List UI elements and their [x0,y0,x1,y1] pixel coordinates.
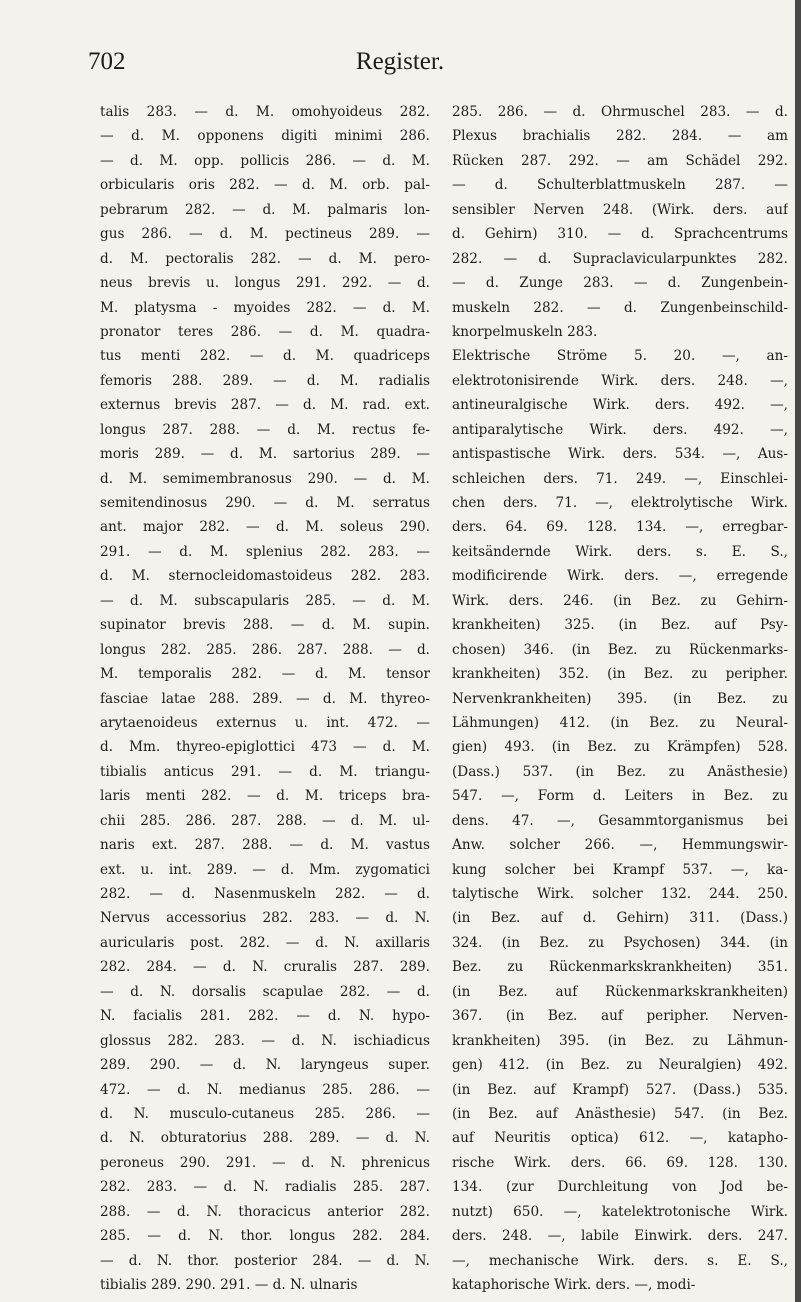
left-column-line: 282. — d. Nasenmuskeln 282. — d. [100,886,430,902]
left-column-line: longus 287. 288. — d. M. rectus fe- [100,421,430,438]
left-column-line: d. M. semimembranosus 290. — d. M. [100,470,430,487]
left-column-line: d. M. pectoralis 282. — d. M. pero- [100,250,430,267]
left-column-line: femoris 288. 289. — d. M. radialis [100,372,430,389]
left-column-line: externus brevis 287. — d. M. rad. ext. [100,397,430,414]
right-column-line: (in Bez. auf Anästhesie) 547. (in Bez. [452,1105,788,1122]
left-column-line: peroneus 290. 291. — d. N. phrenicus [100,1154,430,1171]
right-column-line: ders. 64. 69. 128. 134. —, erregbar- [452,519,788,536]
right-column-line: Elektrische Ströme 5. 20. —, an- [452,348,788,365]
right-column-line: Lähmungen) 412. (in Bez. zu Neural- [452,714,788,731]
left-column-line: tus menti 282. — d. M. quadriceps [100,348,430,365]
right-column-line: dens. 47. —, Gesammtorganismus bei [452,812,788,829]
left-column-line: Nervus accessorius 282. 283. — d. N. [100,910,430,927]
left-column-line: laris menti 282. — d. M. triceps bra- [100,788,430,805]
left-column-line: pebrarum 282. — d. M. palmaris lon- [100,201,430,218]
left-column-line: tibialis 289. 290. 291. — d. N. ulnaris [100,1277,358,1293]
right-column-line: (Dass.) 537. (in Bez. zu Anästhesie) [452,763,788,780]
page-edge-shadow [795,0,801,1302]
right-column-line: elektrotonisirende Wirk. ders. 248. —, [452,372,788,389]
left-column [100,100,430,1297]
right-column-line: chosen) 346. (in Bez. zu Rückenmarks- [452,641,788,658]
right-column-line: 324. (in Bez. zu Psychosen) 344. (in [452,934,788,951]
running-head: Register. [355,48,445,75]
right-column-line: chen ders. 71. —, elektrolytische Wirk. [452,495,788,511]
left-column-line: talis 283. — d. M. omohyoideus 282. [100,104,430,120]
right-column-line: modificirende Wirk. ders. —, erregende [452,568,788,585]
right-column-line: muskeln 282. — d. Zungenbeinschild- [452,299,788,316]
left-column-line: naris ext. 287. 288. — d. M. vastus [100,837,430,854]
left-column-line: d. M. sternocleidomastoideus 282. 283. [100,568,430,585]
right-column-line: 547. —, Form d. Leiters in Bez. zu [452,788,788,805]
right-column-line: krankheiten) 325. (in Bez. auf Psy- [452,617,788,634]
page-header [0,48,801,78]
left-column-line: — d. M. opp. pollicis 286. — d. M. [100,152,430,169]
left-column-line: d. Mm. thyreo-epiglottici 473 — d. M. [100,739,430,756]
left-column-line: 282. 283. — d. N. radialis 285. 287. [100,1179,430,1196]
right-column-line: kung solcher bei Krampf 537. —, ka- [452,861,788,878]
right-column-line: nutzt) 650. —, katelektrotonische Wirk. [452,1203,788,1220]
right-column-line: Rücken 287. 292. — am Schädel 292. [452,152,788,169]
right-column-line: Nervenkrankheiten) 395. (in Bez. zu [452,690,788,707]
left-column-line: ant. major 282. — d. M. soleus 290. [100,519,430,536]
left-column-line: 291. — d. M. splenius 282. 283. — [100,543,430,560]
left-column-line: auricularis post. 282. — d. N. axillaris [100,934,430,951]
left-column-line: neus brevis u. longus 291. 292. — d. [100,275,430,292]
left-column-line: longus 282. 285. 286. 287. 288. — d. [100,641,430,658]
right-column-line: schleichen ders. 71. 249. —, Einschlei- [452,470,788,487]
left-column-line: moris 289. — d. M. sartorius 289. — [100,446,430,463]
right-column-line: ders. 248. —, labile Einwirk. ders. 247. [452,1228,788,1245]
right-column-line: rische Wirk. ders. 66. 69. 128. 130. [452,1154,788,1171]
right-column-line: sensibler Nerven 248. (Wirk. ders. auf [452,201,788,218]
left-column-line: gus 286. — d. M. pectineus 289. — [100,226,430,243]
left-column-line: N. facialis 281. 282. — d. N. hypo- [100,1008,430,1025]
left-column-line: fasciae latae 288. 289. — d. M. thyreo- [100,690,430,707]
right-column-line: 282. — d. Supraclavicularpunktes 282. [452,250,788,267]
right-column-line: 285. 286. — d. Ohrmuschel 283. — d. [452,104,788,120]
right-column-line: krankheiten) 352. (in Bez. zu peripher. [452,666,788,683]
right-column-line: —, mechanische Wirk. ders. s. E. S., [452,1252,788,1269]
right-column-line: talytische Wirk. solcher 132. 244. 250. [452,886,788,902]
left-column-line: 289. 290. — d. N. laryngeus super. [100,1057,430,1074]
left-column-line: 288. — d. N. thoracicus anterior 282. [100,1203,430,1220]
right-column-line: — d. Zunge 283. — d. Zungenbein- [452,275,788,292]
left-column-line: supinator brevis 288. — d. M. supin. [100,617,430,634]
right-column-line: auf Neuritis optica) 612. —, katapho- [452,1130,788,1147]
right-column-line: d. Gehirn) 310. — d. Sprachcentrums [452,226,788,243]
left-column-line: M. temporalis 282. — d. M. tensor [100,666,430,683]
right-column-line: keitsändernde Wirk. ders. s. E. S., [452,543,788,560]
left-column-line: semitendinosus 290. — d. M. serratus [100,495,430,511]
left-column-line: — d. N. thor. posterior 284. — d. N. [100,1252,430,1269]
right-column-line: antispastische Wirk. ders. 534. —, Aus- [452,446,788,463]
left-column-line: orbicularis oris 282. — d. M. orb. pal- [100,177,430,194]
left-column-line: 285. — d. N. thor. longus 282. 284. [100,1228,430,1245]
left-column-line: tibialis anticus 291. — d. M. triangu- [100,763,430,780]
left-column-line: d. N. musculo-cutaneus 285. 286. — [100,1105,430,1122]
right-column-line: 367. (in Bez. auf peripher. Nerven- [452,1008,788,1025]
left-column-line: d. N. obturatorius 288. 289. — d. N. [100,1130,430,1147]
right-column-line: antiparalytische Wirk. ders. 492. —, [452,421,788,438]
right-column-line: (in Bez. auf Rückenmarkskrankheiten) [452,983,788,1000]
right-column-line: krankheiten) 395. (in Bez. zu Lähmun- [452,1032,788,1049]
left-column-line: — d. M. subscapularis 285. — d. M. [100,592,430,609]
right-column-line: knorpelmuskeln 283. [452,323,598,340]
right-column-line: Bez. zu Rückenmarkskrankheiten) 351. [452,959,788,976]
right-column-line: gien) 493. (in Bez. zu Krämpfen) 528. [452,739,788,756]
left-column-line: arytaenoideus externus u. int. 472. — [100,714,430,731]
page-number: 702 [88,48,126,75]
right-column-line: Wirk. ders. 246. (in Bez. zu Gehirn- [452,592,788,609]
right-column [452,100,788,1297]
right-column-line: antineuralgische Wirk. ders. 492. —, [452,397,788,414]
left-column-line: M. platysma - myoides 282. — d. M. [100,299,430,316]
right-column-line: Anw. solcher 266. —, Hemmungswir- [452,837,788,854]
left-column-line: — d. M. opponens digiti minimi 286. [100,128,430,145]
right-column-line: kataphorische Wirk. ders. —, modi- [452,1277,696,1293]
left-column-line: pronator teres 286. — d. M. quadra- [100,323,430,340]
right-column-line: 134. (zur Durchleitung von Jod be- [452,1179,788,1196]
left-column-line: — d. N. dorsalis scapulae 282. — d. [100,983,430,1000]
left-column-line: glossus 282. 283. — d. N. ischiadicus [100,1032,430,1049]
right-column-line: (in Bez. auf d. Gehirn) 311. (Dass.) [452,910,788,927]
right-column-line: Plexus brachialis 282. 284. — am [452,128,788,145]
right-column-line: gen) 412. (in Bez. zu Neuralgien) 492. [452,1057,788,1074]
left-column-line: ext. u. int. 289. — d. Mm. zygomatici [100,861,430,878]
left-column-line: 472. — d. N. medianus 285. 286. — [100,1081,430,1098]
right-column-line: (in Bez. auf Krampf) 527. (Dass.) 535. [452,1081,788,1098]
left-column-line: chii 285. 286. 287. 288. — d. M. ul- [100,812,430,829]
left-column-line: 282. 284. — d. N. cruralis 287. 289. [100,959,430,976]
right-column-line: — d. Schulterblattmuskeln 287. — [452,177,788,194]
